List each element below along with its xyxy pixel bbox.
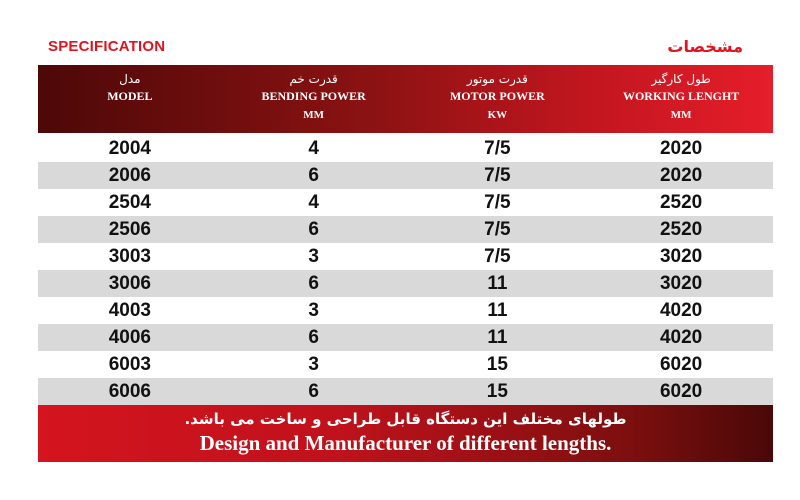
model-cell: 4006 [108,327,152,348]
working-length-cell: 6020 [659,381,703,402]
footer-banner [38,405,773,462]
motor-power-cell: 7/5 [484,138,511,159]
column-header-bending-power [222,65,406,133]
column-header-label-en: MODEL [107,89,153,103]
bending-power-cell: 4 [308,192,319,213]
column-header-label-en: MOTOR POWER [449,89,545,103]
column-header-label-en: WORKING LENGHT [622,89,740,103]
table-row [38,297,773,324]
bending-power-cell: 6 [308,219,319,240]
table-row [38,324,773,351]
motor-power-cell: 11 [487,300,508,321]
column-header-label-fa: قدرت موتور [466,72,528,86]
table-row [38,162,773,189]
column-header-label-fa: طول کارگیر [651,72,711,86]
model-cell: 2006 [108,165,152,186]
model-cell: 4003 [108,300,152,321]
column-header-working-length [589,65,773,133]
bending-power-cell: 6 [308,273,319,294]
working-length-cell: 2520 [659,192,703,213]
model-cell: 3006 [108,273,152,294]
working-length-cell: 2520 [659,219,703,240]
table-row [38,135,773,162]
column-header-label-fa: مدل [119,72,141,86]
working-length-cell: 2020 [659,165,703,186]
bending-power-cell: 6 [308,165,319,186]
table-header [38,65,773,133]
table-row [38,189,773,216]
motor-power-cell: 11 [487,327,508,348]
table-row [38,216,773,243]
column-header-model [38,65,222,133]
model-cell: 2504 [108,192,152,213]
motor-power-cell: 11 [487,273,508,294]
motor-power-cell: 7/5 [484,246,511,267]
column-header-unit: MM [670,109,692,121]
working-length-cell: 4020 [659,300,703,321]
working-length-cell: 3020 [659,246,703,267]
working-length-cell: 2020 [659,138,703,159]
bending-power-cell: 6 [308,327,319,348]
bending-power-cell: 6 [308,381,319,402]
motor-power-cell: 15 [486,354,508,375]
bending-power-cell: 3 [308,354,319,375]
page-title: SPECIFICATION [48,38,166,55]
working-length-cell: 6020 [659,354,703,375]
model-cell: 6003 [108,354,152,375]
motor-power-cell: 15 [486,381,508,402]
column-header-label-en: BENDING POWER [261,89,366,103]
model-cell: 2506 [108,219,152,240]
working-length-cell: 4020 [659,327,703,348]
table-row [38,351,773,378]
page-title-persian: مشخصات [667,39,743,56]
motor-power-cell: 7/5 [484,219,511,240]
footer-text-english: Design and Manufacturer of different lengths. [199,431,612,455]
spec-table-body [38,135,773,405]
bending-power-cell: 3 [308,300,319,321]
footer-text-persian: طولهای مختلف این دستگاه قابل طراحی و ساخت می باشد. [184,410,627,428]
column-header-unit: MM [303,109,324,121]
table-row [38,243,773,270]
model-cell: 3003 [108,246,152,267]
motor-power-cell: 7/5 [484,165,511,186]
table-row [38,270,773,297]
bending-power-cell: 3 [308,246,319,267]
motor-power-cell: 7/5 [484,192,511,213]
working-length-cell: 3020 [659,273,703,294]
column-header-motor-power [406,65,590,133]
column-header-label-fa: قدرت خم [289,72,338,86]
model-cell: 2004 [108,138,152,159]
table-row [38,378,773,405]
model-cell: 6006 [108,381,152,402]
bending-power-cell: 4 [308,138,319,159]
column-header-unit: KW [487,109,508,121]
